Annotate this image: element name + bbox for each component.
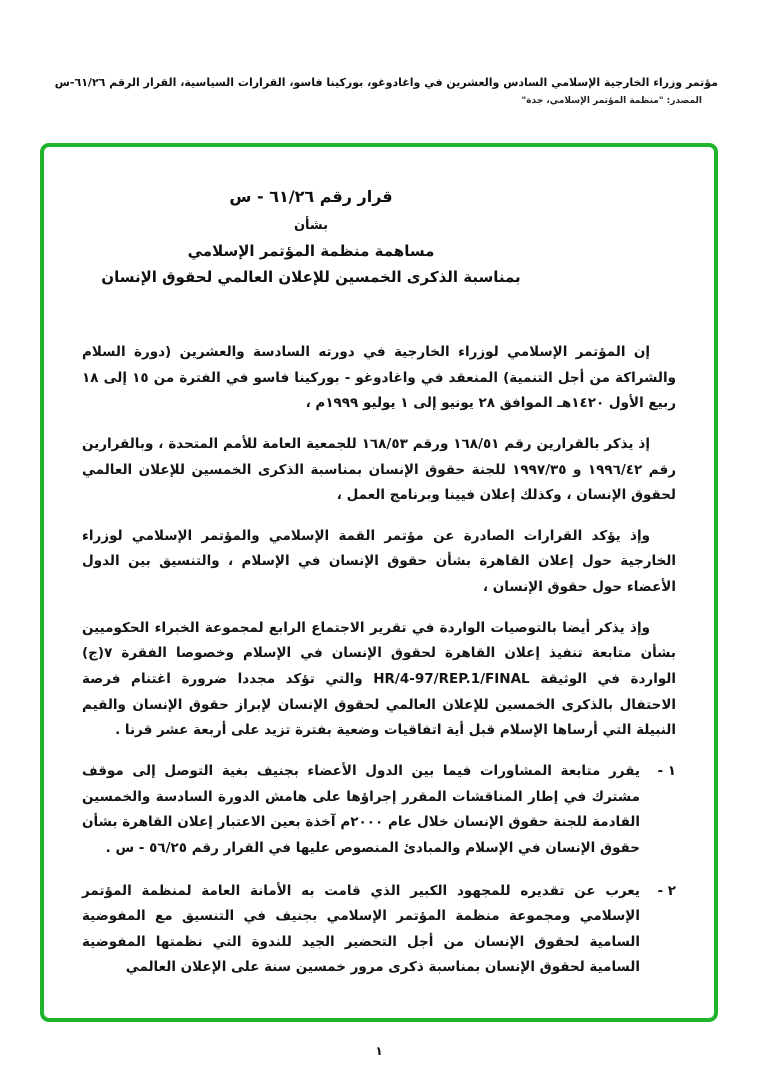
paragraph-text: القرارات الصادرة عن مؤتمر القمة الإسلامي والمؤتمر الإسلامي لوزراء الخارجية حول إعلان القاهرة بشأن حقوق الإنسان في الإسلام ، والتنسيق بين الدول الأعضاء حول حقوق الإنسان ، xyxy=(82,527,676,596)
header-source-line: المصدر: "منظمة المؤتمر الإسلامي، جدة" xyxy=(521,96,702,106)
paragraph-lead: وإذ يذكر أيضا xyxy=(562,619,650,636)
preamble-paragraph xyxy=(82,432,676,509)
paragraph-text: بالتوصيات الواردة في تقرير الاجتماع الرابع لمجموعة الخبراء الحكوميين بشأن متابعة تنفيذ إعلان القاهرة لحقوق الإنسان في الإسلام وخصوصا الفقرة ٧(ج) الواردة في الوثيقة HR/4-97/REP.1/FINAL والتي تؤكد مجددا ضرورة اغتنام فرصة الاحتفال بالذكرى الخمسين للإعلان العالمي لحقوق الإنسان لإبراز حقوق الإنسان والقيم النبيلة التي أرساها الإسلام قبل أية اتفاقيات وضعية بفترة تزيد على أربعة عشر قرنا . xyxy=(82,619,676,739)
header-citation-line: مؤتمر وزراء الخارجية الإسلامي السادس والعشرين في واغادوغو، بوركينا فاسو، القرارات السياسية، القرار الرقم ٦١/٢٦-س xyxy=(54,76,718,89)
item-lead: يعرب xyxy=(605,882,640,899)
item-body: عن تقديره للمجهود الكبير الذي قامت به الأمانة العامة لمنظمة المؤتمر الإسلامي ومجموعة منظمة المؤتمر الإسلامي بجنيف في التنسيق مع المفوضية السامية لحقوق الإنسان من أجل التحضير الجيد للندوة التي نظمتها المفوضية السامية لحقوق الإنسان بمناسبة ذكرى مرور خمسين سنة على الإعلان العالمي xyxy=(82,882,640,976)
paragraph-lead: إذ يذكر xyxy=(604,435,650,452)
operative-item xyxy=(82,759,676,862)
item-body: متابعة المشاورات فيما بين الدول الأعضاء بجنيف بغية التوصل إلى موقف مشترك في إطار المناقشات المقرر إجراؤها على هامش الدورة السادسة والخمسين القادمة للجنة حقوق الإنسان خلال عام ٢٠٠٠م آخذة بعين الاعتبار إعلان القاهرة بشأن حقوق الإنسان في الإسلام والمبادئ المنصوص عليها في القرار رقم ٥٦/٢٥ - س . xyxy=(82,762,640,856)
item-number: ١ - xyxy=(657,762,676,779)
document-header xyxy=(40,76,718,106)
resolution-frame xyxy=(40,143,718,1022)
preamble-paragraph xyxy=(82,524,676,601)
item-text xyxy=(82,879,640,982)
paragraph-text: بالقرارين رقم ١٦٨/٥١ ورقم ١٦٨/٥٣ للجمعية العامة للأمم المتحدة ، وبالقرارين رقم ١٩٩٦/٤٢ و ١٩٩٧/٣٥ للجنة حقوق الإنسان بمناسبة الذكرى الخمسين للإعلان العالمي لحقوق الإنسان ، وكذلك إعلان فيينا وبرنامج العمل ، xyxy=(82,435,676,504)
page-number: ١ xyxy=(375,1044,383,1058)
title-block xyxy=(96,187,526,286)
title-line-occasion: بمناسبة الذكرى الخمسين للإعلان العالمي لحقوق الإنسان xyxy=(101,268,521,286)
preamble-paragraph xyxy=(82,616,676,744)
item-number: ٢ - xyxy=(657,882,676,899)
item-text xyxy=(82,759,640,862)
subject-heading: بشأن xyxy=(293,218,329,233)
title-line-organization: مساهمة منظمة المؤتمر الإسلامي xyxy=(187,242,435,260)
resolution-number-heading: قرار رقم ٦١/٢٦ - س xyxy=(229,187,393,206)
operative-item xyxy=(82,879,676,982)
paragraph-text: لوزراء الخارجية في دورته السادسة والعشرين (دورة السلام والشراكة من أجل التنمية) المنعقد في واغادوغو - بوركينا فاسو في الفترة من ١٥ إلى ١٨ ربيع الأول ١٤٢٠هـ الموافق ٢٨ يونيو إلى ١ يوليو ١٩٩٩م ، xyxy=(82,344,676,412)
paragraph-lead: وإذ يؤكد xyxy=(591,527,650,544)
resolution-body xyxy=(82,340,676,981)
paragraph-lead: إن المؤتمر الإسلامي xyxy=(507,344,650,360)
preamble-paragraph xyxy=(82,340,676,417)
item-lead: يقرر xyxy=(609,762,640,779)
